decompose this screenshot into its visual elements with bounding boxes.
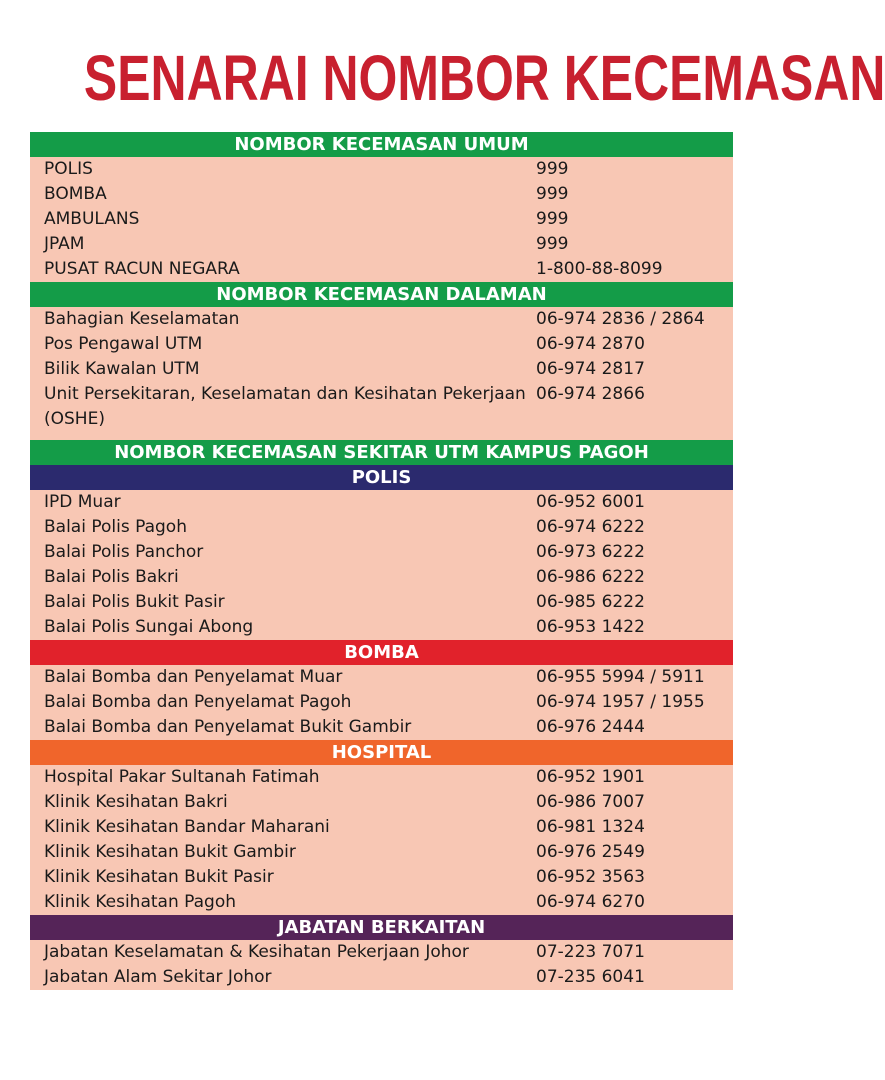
row-number: 06-974 2870 — [536, 334, 645, 354]
table-row — [30, 715, 733, 740]
row-name: Unit Persekitaran, Keselamatan dan Kesihatan Pekerjaan (OSHE) — [44, 384, 526, 429]
row-number: 06-953 1422 — [536, 617, 645, 637]
row-number: 999 — [536, 184, 569, 204]
section-header-hospital: HOSPITAL — [30, 740, 733, 765]
emergency-table — [30, 132, 733, 990]
row-number: 06-952 1901 — [536, 767, 645, 787]
row-number: 999 — [536, 209, 569, 229]
table-row — [30, 590, 733, 615]
row-number: 07-223 7071 — [536, 942, 645, 962]
row-name: Hospital Pakar Sultanah Fatimah — [44, 767, 320, 787]
table-row — [30, 665, 733, 690]
section-header-dalaman: NOMBOR KECEMASAN DALAMAN — [30, 282, 733, 307]
table-row — [30, 382, 733, 432]
row-name: POLIS — [44, 159, 93, 179]
page-title: SENARAI NOMBOR KECEMASAN — [83, 42, 885, 114]
row-number: 06-952 3563 — [536, 867, 645, 887]
table-row — [30, 890, 733, 915]
row-number: 06-974 1957 / 1955 — [536, 692, 705, 712]
row-name: Klinik Kesihatan Pagoh — [44, 892, 237, 912]
row-number: 06-974 2817 — [536, 359, 645, 379]
row-name: Balai Bomba dan Penyelamat Muar — [44, 667, 343, 687]
table-row — [30, 307, 733, 332]
row-number: 06-974 2866 — [536, 384, 645, 404]
row-number: 999 — [536, 159, 569, 179]
row-name: Balai Bomba dan Penyelamat Pagoh — [44, 692, 352, 712]
row-name: IPD Muar — [44, 492, 121, 512]
row-number: 06-974 2836 / 2864 — [536, 309, 705, 329]
row-number: 07-235 6041 — [536, 967, 645, 987]
row-number: 06-955 5994 / 5911 — [536, 667, 705, 687]
row-name: Balai Polis Sungai Abong — [44, 617, 254, 637]
section-header-umum: NOMBOR KECEMASAN UMUM — [30, 132, 733, 157]
row-name: Balai Bomba dan Penyelamat Bukit Gambir — [44, 717, 412, 737]
table-row — [30, 840, 733, 865]
row-number: 999 — [536, 234, 569, 254]
section-header-jabatan: JABATAN BERKAITAN — [30, 915, 733, 940]
table-row — [30, 865, 733, 890]
row-number: 06-976 2444 — [536, 717, 645, 737]
section-hospital — [30, 765, 733, 915]
section-umum — [30, 157, 733, 282]
row-number: 06-952 6001 — [536, 492, 645, 512]
row-number: 06-974 6270 — [536, 892, 645, 912]
row-number: 06-976 2549 — [536, 842, 645, 862]
row-name: Klinik Kesihatan Bakri — [44, 792, 228, 812]
row-name: AMBULANS — [44, 209, 140, 229]
row-name: Klinik Kesihatan Bandar Maharani — [44, 817, 330, 837]
table-row — [30, 207, 733, 232]
section-header-sekitar: NOMBOR KECEMASAN SEKITAR UTM KAMPUS PAGOH — [30, 440, 733, 465]
row-name: Klinik Kesihatan Bukit Gambir — [44, 842, 296, 862]
table-row — [30, 690, 733, 715]
table-row — [30, 490, 733, 515]
section-polis — [30, 490, 733, 640]
section-header-bomba: BOMBA — [30, 640, 733, 665]
row-name: Jabatan Alam Sekitar Johor — [44, 967, 272, 987]
section-bomba — [30, 665, 733, 740]
row-number: 06-974 6222 — [536, 517, 645, 537]
row-name: Bahagian Keselamatan — [44, 309, 240, 329]
table-row — [30, 515, 733, 540]
row-name: Balai Polis Panchor — [44, 542, 204, 562]
row-name: Balai Polis Bukit Pasir — [44, 592, 225, 612]
row-name: Jabatan Keselamatan & Kesihatan Pekerjaan Johor — [44, 942, 469, 962]
row-name: Balai Polis Bakri — [44, 567, 179, 587]
row-number: 06-986 7007 — [536, 792, 645, 812]
table-row — [30, 565, 733, 590]
table-row — [30, 615, 733, 640]
table-row — [30, 182, 733, 207]
table-row — [30, 540, 733, 565]
row-name: Pos Pengawal UTM — [44, 334, 203, 354]
section-jabatan — [30, 940, 733, 990]
row-number: 06-981 1324 — [536, 817, 645, 837]
table-row — [30, 815, 733, 840]
table-row — [30, 257, 733, 282]
row-name: Klinik Kesihatan Bukit Pasir — [44, 867, 274, 887]
table-row — [30, 965, 733, 990]
row-number: 1-800-88-8099 — [536, 259, 663, 279]
table-row — [30, 765, 733, 790]
table-row — [30, 332, 733, 357]
row-number: 06-986 6222 — [536, 567, 645, 587]
section-spacer — [30, 432, 733, 440]
row-name: Bilik Kawalan UTM — [44, 359, 200, 379]
row-number: 06-985 6222 — [536, 592, 645, 612]
table-row — [30, 940, 733, 965]
row-name: JPAM — [44, 234, 85, 254]
row-name: BOMBA — [44, 184, 107, 204]
row-number: 06-973 6222 — [536, 542, 645, 562]
table-row — [30, 157, 733, 182]
section-header-polis: POLIS — [30, 465, 733, 490]
row-name: Balai Polis Pagoh — [44, 517, 187, 537]
table-row — [30, 357, 733, 382]
table-row — [30, 790, 733, 815]
table-row — [30, 232, 733, 257]
row-name: PUSAT RACUN NEGARA — [44, 259, 240, 279]
section-dalaman — [30, 307, 733, 440]
